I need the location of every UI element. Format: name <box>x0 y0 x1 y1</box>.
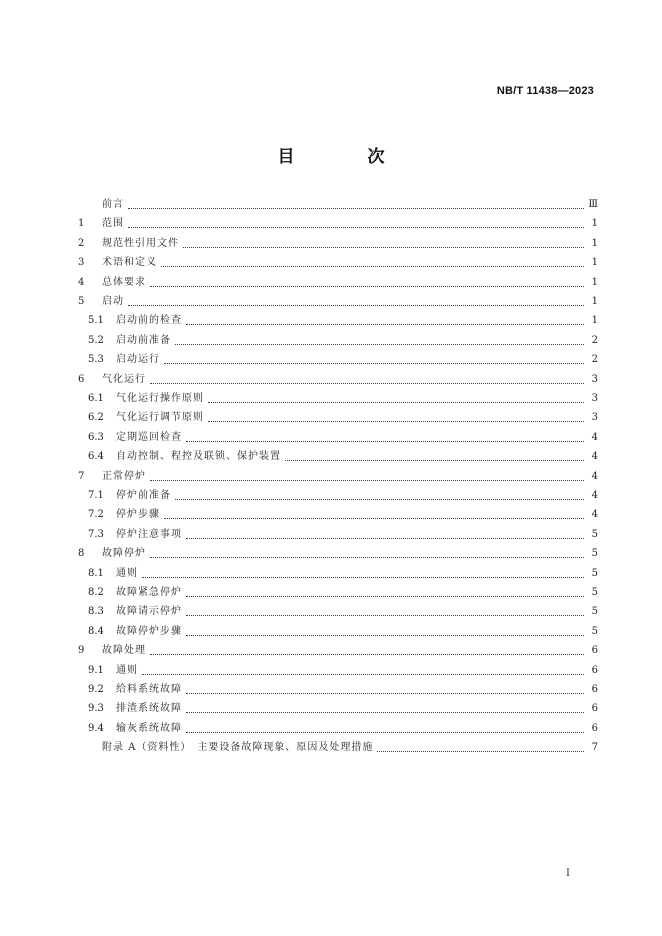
toc-entry[interactable] <box>88 698 598 716</box>
toc-entry-number: 9.4 <box>88 722 104 734</box>
toc-entry-number: 6.3 <box>88 431 104 443</box>
toc-entry[interactable] <box>78 252 598 270</box>
toc-entry-page: 4 <box>591 490 598 501</box>
toc-dot-leader <box>150 479 584 481</box>
toc-entry-label: 故障停炉 <box>102 548 146 560</box>
toc-entry-page: 3 <box>591 373 598 385</box>
toc-dot-leader <box>150 285 584 287</box>
toc-entry-page: 1 <box>591 257 598 269</box>
toc-entry[interactable] <box>88 660 598 678</box>
toc-entry[interactable] <box>78 272 598 290</box>
toc-dot-leader <box>186 634 584 636</box>
toc-dot-leader <box>128 226 584 228</box>
toc-entry-label: 通则 <box>116 567 138 579</box>
toc-entry[interactable] <box>78 543 598 561</box>
toc-dot-leader <box>377 750 584 752</box>
toc-entry[interactable] <box>78 194 598 212</box>
toc-entry-page: 6 <box>591 645 598 657</box>
toc-entry-page: 6 <box>591 722 598 734</box>
toc-dot-leader <box>186 537 584 539</box>
toc-entry-number: 6 <box>78 373 85 385</box>
toc-entry-number: 8.4 <box>88 625 104 637</box>
toc-entry-label: 故障停炉步骤 <box>116 625 182 637</box>
toc-entry[interactable] <box>78 640 598 658</box>
toc-entry-label: 气化运行 <box>102 373 146 385</box>
toc-entry-label: 前言 <box>102 199 124 210</box>
toc-entry-label: 术语和定义 <box>102 257 157 269</box>
toc-entry[interactable] <box>88 601 598 619</box>
toc-entry[interactable] <box>78 369 598 387</box>
toc-dot-leader <box>186 731 584 733</box>
toc-entry-label: 停炉前准备 <box>116 490 171 501</box>
toc-entry-number: 9.2 <box>88 684 104 695</box>
toc-entry-number: 6.1 <box>88 393 104 404</box>
toc-entry[interactable] <box>78 213 598 231</box>
toc-entry-label: 通则 <box>116 664 138 676</box>
toc-dot-leader <box>150 382 584 384</box>
toc-dot-leader <box>186 595 584 597</box>
toc-entry-number: 8 <box>78 548 85 560</box>
toc-dot-leader <box>186 323 584 325</box>
toc-entry-page: 5 <box>591 548 598 560</box>
toc-entry-number: 6.4 <box>88 451 104 463</box>
toc-entry[interactable] <box>88 504 598 522</box>
toc-entry-page: 4 <box>591 431 598 443</box>
toc-entry-page: 5 <box>591 587 598 598</box>
toc-entry-number: 6.2 <box>88 412 104 424</box>
toc-entry-label: 故障紧急停炉 <box>116 587 182 598</box>
toc-entry[interactable] <box>78 737 598 755</box>
toc-entry-number: 7 <box>78 470 85 482</box>
toc-entry[interactable] <box>88 563 598 581</box>
toc-entry[interactable] <box>88 718 598 736</box>
toc-entry-number: 8.2 <box>88 587 104 598</box>
toc-entry-number: 9 <box>78 645 85 657</box>
toc-entry-label: 正常停炉 <box>102 470 146 482</box>
toc-entry-label: 排渣系统故障 <box>116 703 182 715</box>
toc-dot-leader <box>186 692 584 694</box>
toc-entry-label: 停炉注意事项 <box>116 528 182 540</box>
toc-entry-page: 4 <box>591 509 598 521</box>
toc-dot-leader <box>208 420 584 422</box>
toc-entry-page: 3 <box>591 393 598 404</box>
toc-entry-number: 5.3 <box>88 354 104 366</box>
toc-entry[interactable] <box>88 485 598 503</box>
toc-entry-number: 1 <box>78 218 85 230</box>
toc-entry-page: 6 <box>591 664 598 676</box>
toc-entry-page: 5 <box>591 528 598 540</box>
toc-entry-label: 给料系统故障 <box>116 684 182 695</box>
toc-entry-number: 8.3 <box>88 606 104 618</box>
toc-entry-number: 9.1 <box>88 664 104 676</box>
toc-entry[interactable] <box>88 407 598 425</box>
toc-entry[interactable] <box>88 310 598 328</box>
toc-entry[interactable] <box>88 679 598 697</box>
toc-dot-leader <box>164 362 584 364</box>
toc-entry-label: 启动前的检查 <box>116 315 182 327</box>
toc-entry-number: 3 <box>78 257 85 269</box>
toc-dot-leader <box>150 653 584 655</box>
toc-entry[interactable] <box>78 233 598 251</box>
toc-entry-label: 故障处理 <box>102 645 146 657</box>
toc-entry[interactable] <box>78 291 598 309</box>
toc-entry-label: 规范性引用文件 <box>102 237 179 249</box>
toc-entry-label: 自动控制、程控及联锁、保护装置 <box>116 451 281 463</box>
toc-dot-leader <box>164 517 584 519</box>
toc-entry-number: 5 <box>78 296 85 307</box>
toc-entry-label: 启动 <box>102 296 124 307</box>
toc-entry-page: 4 <box>591 451 598 463</box>
toc-entry-label: 范围 <box>102 218 124 230</box>
toc-entry-page: 1 <box>591 315 598 327</box>
toc-dot-leader <box>161 265 584 267</box>
toc-dot-leader <box>285 459 584 461</box>
toc-dot-leader <box>128 304 584 306</box>
toc-dot-leader <box>186 614 584 616</box>
toc-entry[interactable] <box>88 349 598 367</box>
page-title: 目 次 <box>277 147 413 167</box>
toc-entry-label: 总体要求 <box>102 276 146 288</box>
toc-entry[interactable] <box>88 446 598 464</box>
toc-entry-number: 7.3 <box>88 528 104 540</box>
toc-entry[interactable] <box>88 388 598 406</box>
toc-entry-label: 停炉步骤 <box>116 509 160 521</box>
toc-entry[interactable] <box>88 524 598 542</box>
toc-entry-page: 4 <box>591 470 598 482</box>
toc-dot-leader <box>186 711 584 713</box>
toc-entry-page: 7 <box>591 742 598 754</box>
toc-dot-leader <box>208 401 584 403</box>
toc-entry-label: 气化运行操作原则 <box>116 393 204 404</box>
toc-entry-label: 启动运行 <box>116 354 160 366</box>
toc-entry-number: 7.2 <box>88 509 104 521</box>
toc-entry-label: 启动前准备 <box>116 334 171 346</box>
standard-code: NB/T 11438—2023 <box>496 85 594 97</box>
toc-entry[interactable] <box>88 427 598 445</box>
toc-entry-page: 6 <box>591 703 598 715</box>
toc-entry-number: 5.2 <box>88 334 104 346</box>
toc-entry-page: Ⅲ <box>588 199 598 210</box>
toc-dot-leader <box>175 498 584 500</box>
toc-entry-page: 6 <box>591 684 598 695</box>
toc-entry-page: 2 <box>591 334 598 346</box>
toc-dot-leader <box>175 343 584 345</box>
toc-entry-label: 故障请示停炉 <box>116 606 182 618</box>
toc-entry-page: 1 <box>591 237 598 249</box>
toc-entry-page: 3 <box>591 412 598 424</box>
toc-entry[interactable] <box>78 466 598 484</box>
toc-entry-number: 2 <box>78 237 85 249</box>
toc-entry[interactable] <box>88 330 598 348</box>
toc-entry-page: 5 <box>591 625 598 637</box>
toc-entry-label: 输灰系统故障 <box>116 722 182 734</box>
toc-entry-number: 9.3 <box>88 703 104 715</box>
toc-entry-number: 7.1 <box>88 490 104 501</box>
toc-dot-leader <box>186 440 584 442</box>
toc-entry-label: 气化运行调节原则 <box>116 412 204 424</box>
toc-dot-leader <box>150 556 584 558</box>
toc-dot-leader <box>128 207 584 209</box>
toc-dot-leader <box>142 576 584 578</box>
toc-entry-page: 1 <box>591 296 598 307</box>
toc-entry-page: 5 <box>591 606 598 618</box>
toc-entry-number: 4 <box>78 276 85 288</box>
toc-entry-number: 5.1 <box>88 315 104 327</box>
toc-entry-label: 定期巡回检查 <box>116 431 182 443</box>
toc-entry-number: 8.1 <box>88 567 104 579</box>
toc-dot-leader <box>142 673 584 675</box>
toc-entry-page: 5 <box>591 567 598 579</box>
toc-dot-leader <box>183 246 584 248</box>
toc-entry-page: 1 <box>591 276 598 288</box>
toc-entry[interactable] <box>88 582 598 600</box>
toc-entry-page: 2 <box>591 354 598 366</box>
page-number: I <box>566 868 570 879</box>
toc-entry-page: 1 <box>591 218 598 230</box>
toc-entry[interactable] <box>88 621 598 639</box>
toc-entry-label: 附录 A（资料性） 主要设备故障现象、原因及处理措施 <box>102 742 374 754</box>
